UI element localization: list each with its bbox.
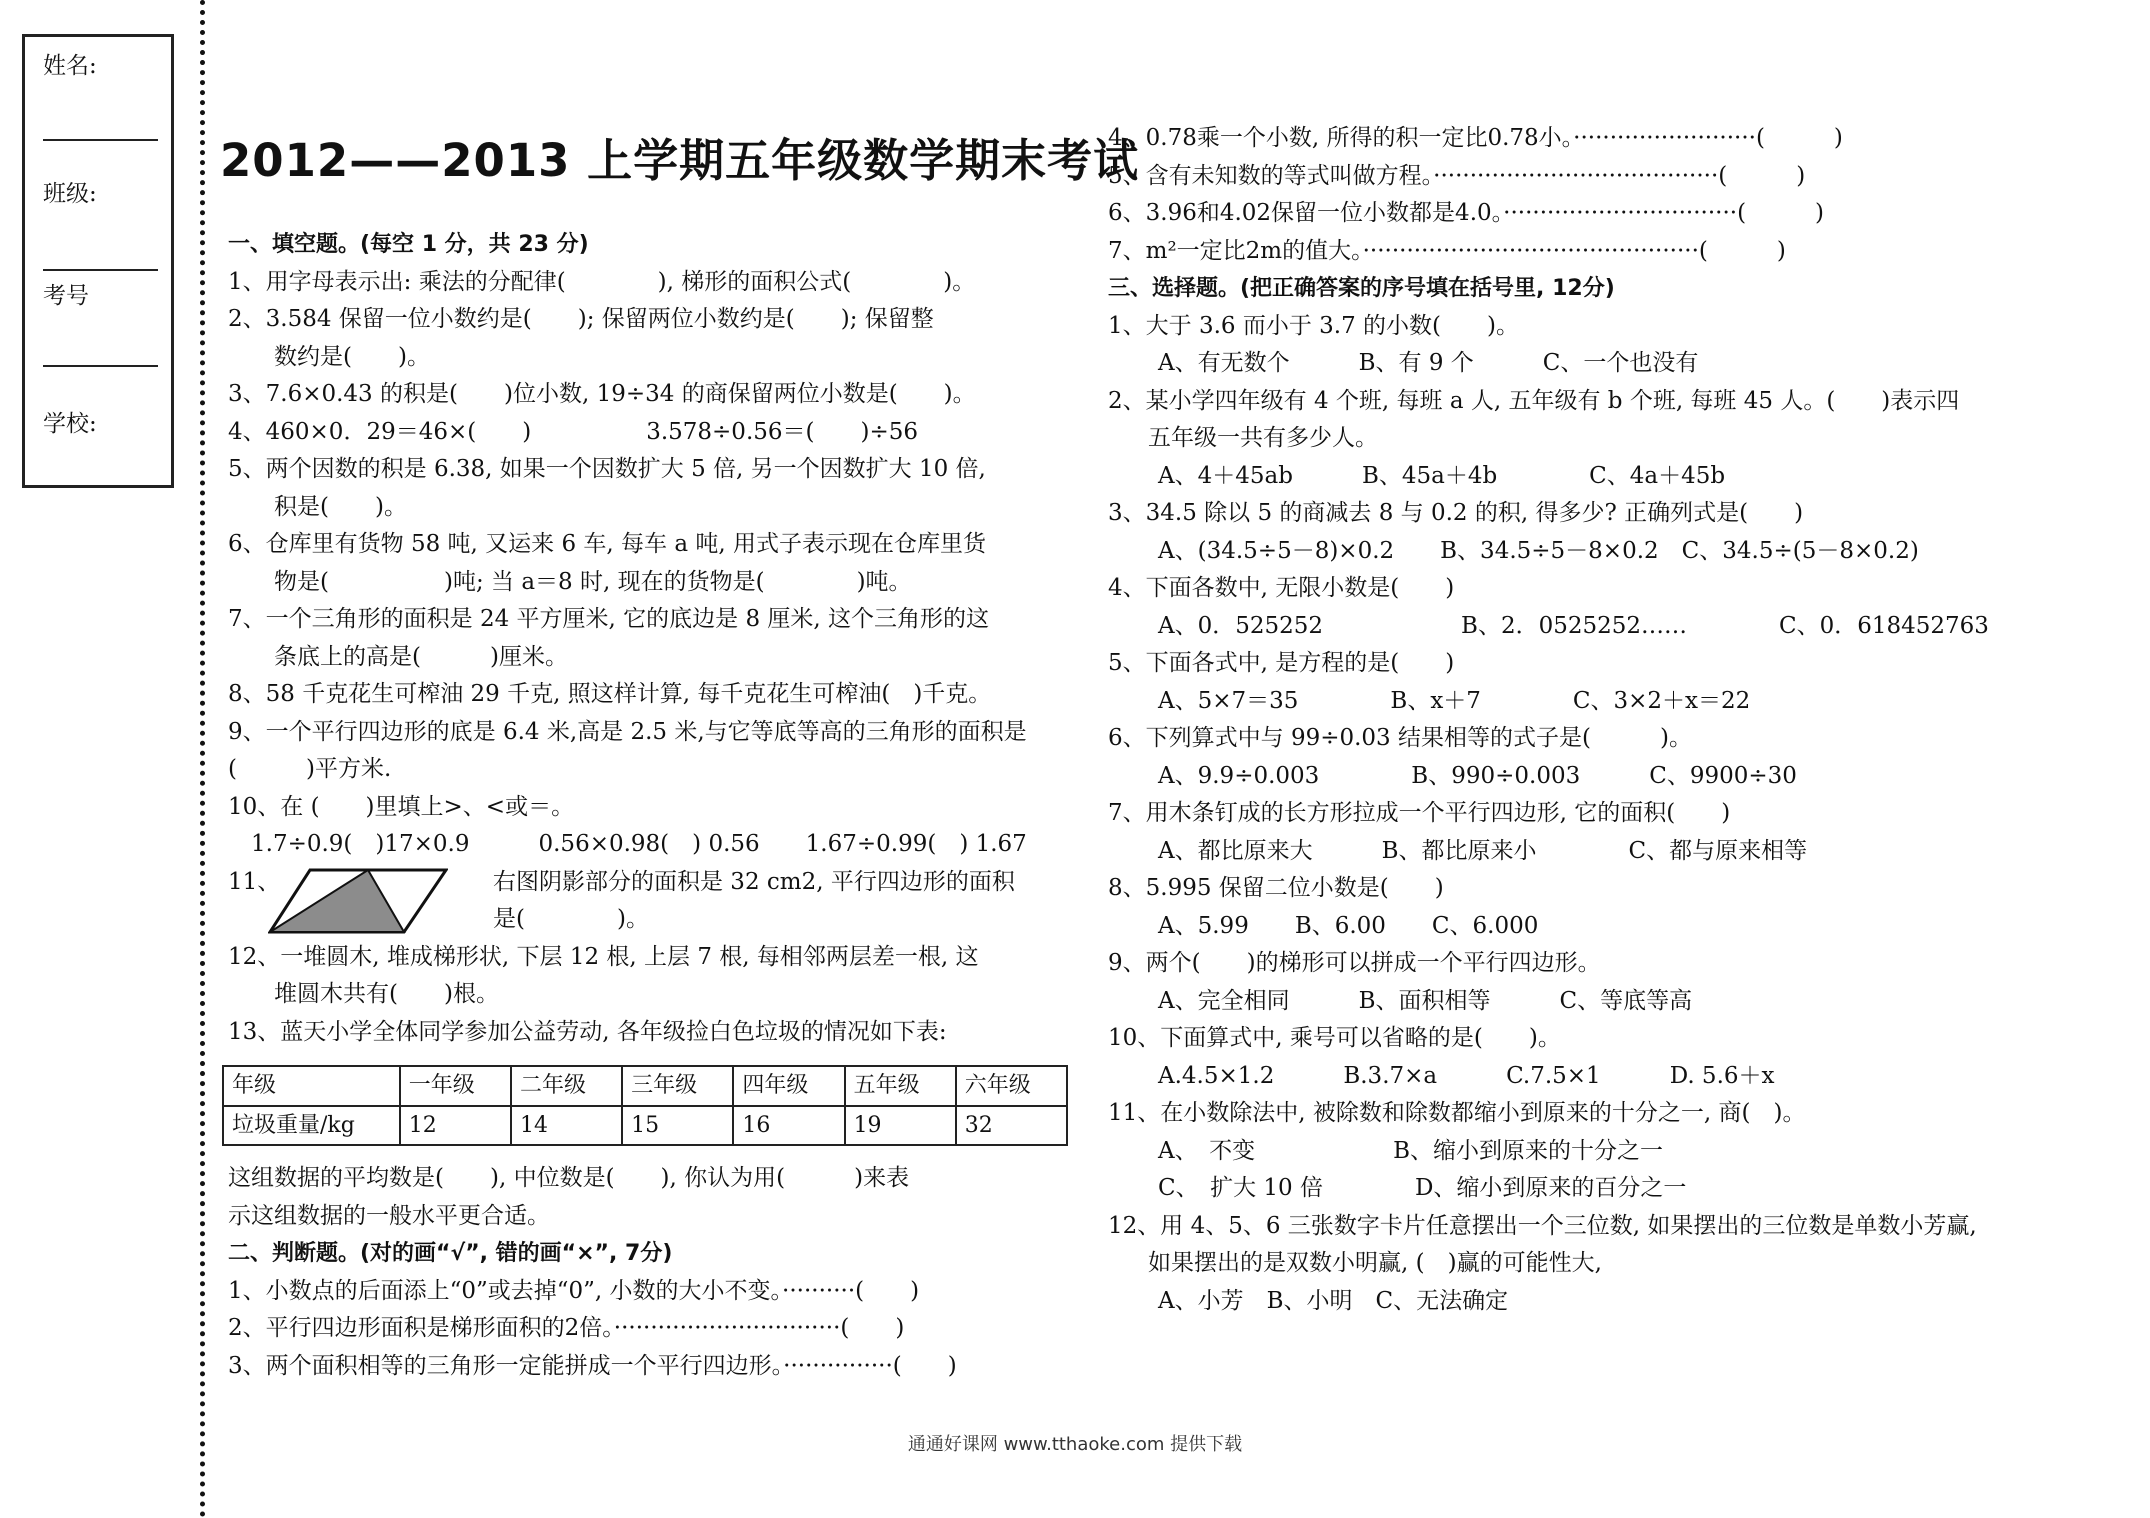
- choice-question: 9、两个( )的梯形可以拼成一个平行四边形。: [1108, 950, 1601, 976]
- question-line: 示这组数据的一般水平更合适。: [228, 1202, 550, 1229]
- question-11-line-1: 右图阴影部分的面积是 32 cm2, 平行四边形的面积: [493, 868, 1015, 895]
- choice-question: 12、用 4、5、6 三张数字卡片任意摆出一个三位数, 如果摆出的三位数是单数小芳赢,: [1108, 1212, 1977, 1239]
- table-header-cell: 四年级: [733, 1066, 844, 1106]
- question-line: 1.7÷0.9( )17×0.9 0.56×0.98( ) 0.56 1.67÷0.99( ) 1.67: [228, 831, 1027, 857]
- question-line: 1、用字母表示出: 乘法的分配律( ), 梯形的面积公式( )。: [228, 268, 976, 295]
- question-11-text: [493, 864, 1015, 939]
- choice-options: A、有无数个 B、有 9 个 C、一个也没有: [1158, 350, 1699, 376]
- table-cell: 16: [733, 1106, 844, 1146]
- judgement-item: 3、两个面积相等的三角形一定能拼成一个平行四边形。···············( ): [228, 1352, 957, 1379]
- question-line: 5、两个因数的积是 6.38, 如果一个因数扩大 5 倍, 另一个因数扩大 10 倍,: [228, 456, 986, 482]
- left-column: [228, 226, 1068, 1385]
- question-line: 3、7.6×0.43 的积是( )位小数, 19÷34 的商保留两位小数是( )。: [228, 381, 976, 407]
- section1-questions-a: [228, 264, 1068, 864]
- judgement-item: 4、0.78乘一个小数, 所得的积一定比0.78小。·························( ): [1108, 125, 1843, 151]
- choice-options: A、0．525252 B、2．0525252…… C、0．618452763: [1158, 612, 1989, 639]
- table-cell: 15: [622, 1106, 733, 1146]
- section1-questions-b: [228, 939, 1068, 1052]
- parallelogram-shaded-figure: [268, 868, 448, 934]
- choice-options: A、完全相同 B、面积相等 C、等底等高: [1158, 987, 1693, 1014]
- question-line: 2、3.584 保留一位小数约是( ); 保留两位小数约是( ); 保留整: [228, 306, 934, 332]
- choice-question: 3、34.5 除以 5 的商减去 8 与 0.2 的积, 得多少? 正确列式是( ): [1108, 500, 1804, 526]
- school-label: 学校:: [43, 411, 97, 437]
- question-line: ( )平方米.: [228, 756, 392, 782]
- table-header-row: [223, 1066, 1067, 1106]
- table-row: [223, 1106, 1067, 1146]
- class-label: 班级:: [43, 181, 97, 207]
- choice-options: A、 不变 B、缩小到原来的十分之一: [1158, 1137, 1664, 1164]
- name-line: [43, 139, 158, 141]
- class-line: [43, 269, 158, 271]
- question-11-line-2: 是( )。: [493, 906, 649, 932]
- judgement-item: 7、m²一定比2m的值大。··············································( ): [1108, 237, 1786, 264]
- table-header-cell: 年级: [223, 1066, 400, 1106]
- question-line: 10、在 ( )里填上>、<或＝。: [228, 793, 575, 820]
- section3-items: [1108, 308, 2068, 1321]
- question-line: 物是( )吨; 当 a＝8 时, 现在的货物是( )吨。: [228, 568, 912, 595]
- question-line: 这组数据的平均数是( ), 中位数是( ), 你认为用( )来表: [228, 1165, 910, 1191]
- choice-options: A、小芳 B、小明 C、无法确定: [1158, 1287, 1509, 1314]
- choice-options: A、4＋45ab B、45a＋4b C、4a＋45b: [1158, 462, 1726, 489]
- judgement-item: 2、平行四边形面积是梯形面积的2倍。·······························( ): [228, 1315, 905, 1341]
- binding-cut-line: [200, 0, 205, 1518]
- question-line: 数约是( )。: [228, 343, 430, 370]
- question-line: 9、一个平行四边形的底是 6.4 米,高是 2.5 米,与它等底等高的三角形的面积是: [228, 718, 1027, 745]
- table-header-cell: 三年级: [622, 1066, 733, 1106]
- section2-heading: 二、判断题。(对的画“√”, 错的画“×”, 7分): [228, 1241, 673, 1266]
- table-cell: 32: [956, 1106, 1067, 1146]
- choice-question-continued: 五年级一共有多少人。: [1148, 425, 1378, 451]
- section2-left-items: [228, 1273, 1068, 1386]
- exam-number-line: [43, 365, 158, 367]
- choice-question: 11、在小数除法中, 被除数和除数都缩小到原来的十分之一, 商( )。: [1108, 1100, 1806, 1126]
- question-line: 6、仓库里有货物 58 吨, 又运来 6 车, 每车 a 吨, 用式子表示现在仓库里货: [228, 531, 986, 557]
- choice-options: A.4.5×1.2 B.3.7×a C.7.5×1 D. 5.6＋x: [1158, 1062, 1775, 1089]
- question-line: 13、蓝天小学全体同学参加公益劳动, 各年级捡白色垃圾的情况如下表:: [228, 1018, 947, 1045]
- table-cell: 12: [400, 1106, 511, 1146]
- choice-question: 1、大于 3.6 而小于 3.7 的小数( )。: [1108, 312, 1519, 339]
- judgement-item: 1、小数点的后面添上“0”或去掉“0”, 小数的大小不变。··········( ): [228, 1277, 920, 1304]
- section2-right-items: [1108, 120, 2068, 270]
- exam-title: 2012——2013 上学期五年级数学期末考试: [220, 134, 1140, 187]
- question-11: [228, 864, 1068, 939]
- section3-heading: 三、选择题。(把正确答案的序号填在括号里, 12分): [1108, 276, 1615, 301]
- choice-question-continued: 如果摆出的是双数小明赢, ( )赢的可能性大,: [1148, 1250, 1602, 1276]
- question-line: 4、460×0．29＝46×( ) 3.578÷0.56＝( )÷56: [228, 418, 918, 445]
- choice-options: C、 扩大 10 倍 D、缩小到原来的百分之一: [1158, 1175, 1687, 1201]
- table-header-cell: 二年级: [511, 1066, 622, 1106]
- table-header-cell: 六年级: [956, 1066, 1067, 1106]
- student-info-box: [22, 34, 174, 488]
- question-line: 堆圆木共有( )根。: [228, 981, 499, 1007]
- table-cell: 14: [511, 1106, 622, 1146]
- question-line: 条底上的高是( )厘米。: [228, 643, 568, 670]
- choice-question: 4、下面各数中, 无限小数是( ): [1108, 575, 1455, 601]
- choice-question: 6、下列算式中与 99÷0.03 结果相等的式子是( )。: [1108, 725, 1692, 751]
- name-label: 姓名:: [43, 53, 97, 79]
- right-column: [1108, 120, 2068, 1320]
- table-header-cell: 一年级: [400, 1066, 511, 1106]
- choice-options: A、5×7＝35 B、x＋7 C、3×2＋x＝22: [1158, 687, 1751, 714]
- table-header-cell: 五年级: [845, 1066, 956, 1106]
- choice-options: A、都比原来大 B、都比原来小 C、都与原来相等: [1158, 837, 1808, 864]
- question-line: 7、一个三角形的面积是 24 平方厘米, 它的底边是 8 厘米, 这个三角形的这: [228, 606, 990, 632]
- question-11-number: 11、: [228, 868, 281, 895]
- judgement-item: 5、含有未知数的等式叫做方程。·······································( ): [1108, 162, 1806, 189]
- choice-options: A、5.99 B、6.00 C、6.000: [1158, 912, 1539, 939]
- judgement-item: 6、3.96和4.02保留一位小数都是4.0。································( ): [1108, 200, 1825, 226]
- choice-question: 7、用木条钉成的长方形拉成一个平行四边形, 它的面积( ): [1108, 800, 1731, 826]
- choice-question: 2、某小学四年级有 4 个班, 每班 a 人, 五年级有 b 个班, 每班 45 人。( )表示四: [1108, 387, 1960, 414]
- question-line: 8、58 千克花生可榨油 29 千克, 照这样计算, 每千克花生可榨油( )千克。: [228, 681, 992, 707]
- footer-source: 通通好课网 www.tthaoke.com 提供下载: [907, 1434, 1243, 1455]
- choice-question: 5、下面各式中, 是方程的是( ): [1108, 650, 1455, 676]
- choice-question: 10、下面算式中, 乘号可以省略的是( )。: [1108, 1025, 1561, 1051]
- garbage-weight-table: [222, 1065, 1068, 1146]
- choice-question: 8、5.995 保留二位小数是( ): [1108, 875, 1444, 901]
- choice-options: A、(34.5÷5－8)×0.2 B、34.5÷5－8×0.2 C、34.5÷(5－8×0.2): [1158, 537, 1919, 564]
- choice-options: A、9.9÷0.003 B、990÷0.003 C、9900÷30: [1158, 762, 1797, 789]
- table-cell: 19: [845, 1106, 956, 1146]
- exam-number-label: 考号: [43, 283, 89, 309]
- table-cell: 垃圾重量/kg: [223, 1106, 400, 1146]
- section1-heading: 一、填空题。(每空 1 分，共 23 分): [228, 232, 589, 257]
- section1-questions-c: [228, 1160, 1068, 1235]
- question-line: 12、一堆圆木, 堆成梯形状, 下层 12 根, 上层 7 根, 每相邻两层差一根, 这: [228, 943, 979, 970]
- question-line: 积是( )。: [228, 493, 407, 520]
